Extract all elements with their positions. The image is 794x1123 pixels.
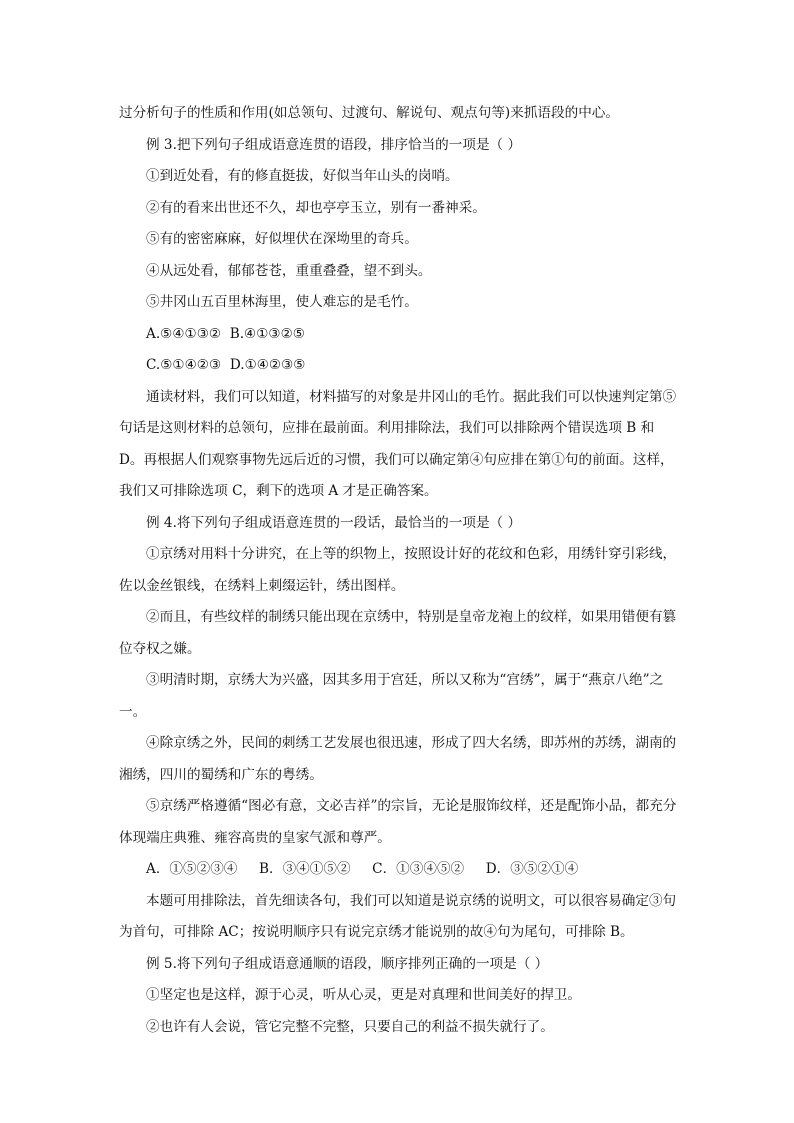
- example3-options-row-1: [119, 319, 679, 351]
- example4-sentence-4: ④除京绣之外，民间的刺绣工艺发展也很迅速，形成了四大名绣，即苏州的苏绣，湖南的湘绣，四川的蜀绣和广东的粤绣。: [119, 735, 677, 783]
- example4-option-d: D．③⑤②①④: [485, 861, 579, 877]
- example4-title: 例 4.将下列句子组成语意连贯的一段话，最恰当的一项是（ ）: [146, 514, 522, 531]
- example3-sentence-4: ④从远处看，郁郁苍苍，重重叠叠，望不到头。: [146, 262, 432, 279]
- example3-option-a: A.⑤④①③②: [146, 325, 222, 342]
- example3-option-c: C.⑤①④②③: [146, 357, 222, 373]
- example3-option-b: B.④①③②⑤: [229, 325, 305, 342]
- example3-analysis: 通读材料，我们可以知道，材料描写的对象是井冈山的毛竹。据此我们可以快速判定第⑤句话是这则材料的总领句，应排在最前面。利用排除法，我们可以排除两个错误选项 B 和 D。再根据人们观察事物先远后近的习惯，我们可以确定第④句应排在第①句的前面。这样，我们又可排除选项 C，剩下的选项 A 才是正确答案。: [119, 388, 677, 499]
- example4-options-row: [119, 854, 679, 886]
- example3-sentence-1: ①到近处看，有的修直挺拔，好似当年山头的岗哨。: [146, 168, 459, 184]
- example5-title: 例 5.将下列句子组成语意通顺的语段，顺序排列正确的一项是（ ）: [146, 955, 549, 972]
- example5-sentence-2: ②也许有人会说，管它完整不完整，只要自己的利益不损失就行了。: [146, 1018, 554, 1035]
- example5-sentence-1: ①坚定也是这样，源于心灵，听从心灵，更是对真理和世间美好的捍卫。: [146, 987, 581, 1003]
- example4-option-a: A．①⑤②③④: [146, 861, 238, 877]
- intro-line: 过分析句子的性质和作用(如总领句、过渡句、解说句、观点句等)来抓语段的中心。: [119, 105, 619, 121]
- example3-sentence-3: ⑤有的密密麻麻，好似埋伏在深坳里的奇兵。: [146, 231, 418, 247]
- example3-options-row-2: [119, 350, 679, 382]
- example4-sentence-2: ②而且，有些纹样的制绣只能出现在京绣中，特别是皇帝龙袍上的纹样，如果用错便有篡位夺权之嫌。: [119, 609, 677, 657]
- example4-option-b: B．③④①⑤②: [259, 861, 351, 877]
- example4-sentence-5: ⑤京绣严格遵循“图必有意，文必吉祥”的宗旨，无论是服饰纹样，还是配饰小品，都充分体现端庄典雅、雍容高贵的皇家气派和尊严。: [119, 798, 677, 846]
- example4-sentence-3: ③明清时期，京绣大为兴盛，因其多用于宫廷，所以又称为“宫绣”，属于“燕京八绝”之一。: [119, 672, 664, 720]
- example3-sentence-2: ②有的看来出世还不久，却也亭亭玉立，别有一番神采。: [146, 199, 486, 216]
- example3-title: 例 3.把下列句子组成语意连贯的语段，排序恰当的一项是（ ）: [146, 136, 522, 153]
- example3-sentence-5: ⑤井冈山五百里林海里，使人难忘的是毛竹。: [146, 294, 418, 310]
- example4-analysis: 本题可用排除法，首先细读各句，我们可以知道是说京绣的说明文，可以很容易确定③句为首句，可排除 AC；按说明顺序只有说完京绣才能说别的故④句为尾句，可排除 B。: [119, 892, 677, 940]
- example4-option-c: C．①③④⑤②: [372, 861, 465, 877]
- example4-sentence-1: ①京绣对用料十分讲究，在上等的织物上，按照设计好的花纹和色彩，用绣针穿引彩线，佐以金丝银线，在绣料上刺缀运针，绣出图样。: [119, 546, 677, 594]
- document-page: [119, 98, 679, 1043]
- example3-option-d: D.①④②③⑤: [229, 357, 306, 373]
